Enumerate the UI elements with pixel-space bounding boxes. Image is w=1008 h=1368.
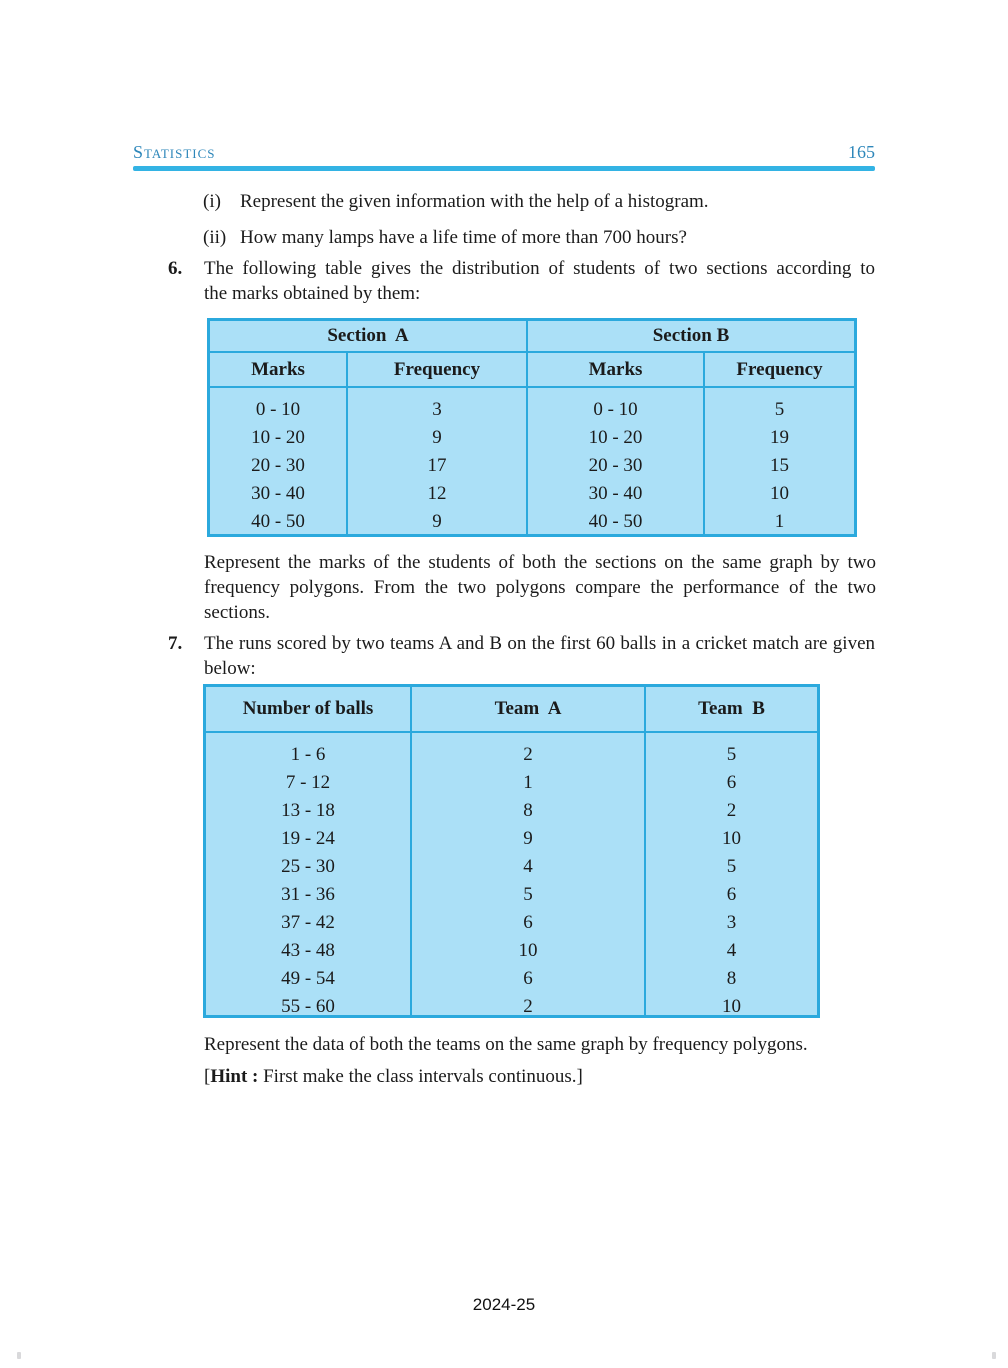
question-7-text — [204, 631, 875, 681]
crop-mark-left — [17, 1352, 21, 1359]
question-7-line2: below: — [204, 658, 256, 679]
table1-section-a-header: Section A — [210, 321, 528, 353]
question-6-line2: the marks obtained by them: — [204, 283, 421, 304]
table-cell: 43 - 48 — [281, 940, 335, 961]
table-cell: 10 — [722, 996, 741, 1017]
table-cell: 0 - 10 — [255, 399, 301, 420]
table1-frequency-a-column — [348, 388, 528, 534]
table-cell: 6 — [523, 912, 533, 933]
table1-col-header-frequency-b: Frequency — [705, 353, 854, 388]
table-cell: 37 - 42 — [281, 912, 335, 933]
table-cell: 49 - 54 — [281, 968, 335, 989]
table-cell: 10 — [722, 828, 741, 849]
table-cell: 3 — [726, 912, 737, 933]
table1-col-header-marks-a: Marks — [210, 353, 348, 388]
question-6-followup — [204, 550, 876, 625]
item-i-label: (i) — [203, 191, 221, 212]
table2-team-a-column — [412, 733, 646, 1015]
question-6-line1: The following table gives the distribution of students of two sections according to — [204, 258, 875, 279]
table-cell: 17 — [427, 455, 447, 476]
question-7-line1: The runs scored by two teams A and B on the first 60 balls in a cricket match are given — [204, 633, 875, 654]
table-cell: 9 — [523, 828, 533, 849]
table-cell: 31 - 36 — [281, 884, 335, 905]
table-cell: 1 — [774, 511, 785, 532]
table-cell: 55 - 60 — [281, 996, 335, 1017]
table-cell: 2 — [523, 744, 533, 765]
item-i-text: Represent the given information with the help of a histogram. — [240, 191, 709, 212]
table-cell: 30 - 40 — [251, 483, 305, 504]
table-cell: 5 — [774, 399, 785, 420]
edition-footer: 2024-25 — [472, 1295, 536, 1314]
question-6-number: 6. — [168, 258, 183, 279]
followup-line2: frequency polygons. From the two polygons compare the performance of the two — [204, 577, 876, 598]
question-7-number: 7. — [168, 633, 183, 654]
table1-col-header-frequency-a: Frequency — [348, 353, 528, 388]
table1-section-b-header: Section B — [528, 321, 854, 353]
table-cell: 6 — [726, 772, 737, 793]
table2-col-header-team-a: Team A — [412, 687, 646, 733]
header-rule — [133, 166, 875, 171]
marks-distribution-table — [207, 318, 857, 537]
table-cell: 19 - 24 — [281, 828, 335, 849]
table-cell: 10 — [770, 483, 789, 504]
table-cell: 2 — [726, 800, 737, 821]
table-cell: 9 — [432, 427, 442, 448]
table2-balls-column — [206, 733, 412, 1015]
table-cell: 2 — [523, 996, 533, 1017]
hint-bold-label: Hint : — [210, 1066, 259, 1087]
table-cell: 30 - 40 — [588, 483, 643, 504]
table-cell: 6 — [726, 884, 737, 905]
list-item-i — [203, 189, 875, 214]
table1-frequency-b-column — [705, 388, 854, 534]
table1-marks-b-column — [528, 388, 705, 534]
followup-line1: Represent the marks of the students of both the sections on the same graph by two — [204, 552, 876, 573]
list-item-ii — [203, 225, 875, 250]
crop-mark-right — [992, 1352, 996, 1359]
table-cell: 4 — [726, 940, 737, 961]
table-cell: 15 — [770, 455, 789, 476]
page-number: 165 — [848, 142, 875, 162]
table-cell: 25 - 30 — [281, 856, 335, 877]
table2-team-b-column — [646, 733, 817, 1015]
table-cell: 19 — [770, 427, 789, 448]
table-cell: 9 — [432, 511, 442, 532]
question-6 — [168, 256, 875, 306]
table-cell: 3 — [432, 399, 442, 420]
hint-text: First make the class intervals continuous.] — [258, 1066, 583, 1087]
table-cell: 10 — [518, 940, 538, 961]
table-cell: 40 - 50 — [588, 511, 643, 532]
table-cell: 0 - 10 — [593, 399, 638, 420]
table-cell: 40 - 50 — [251, 511, 305, 532]
table-cell: 10 - 20 — [251, 427, 305, 448]
followup-line3: sections. — [204, 602, 270, 623]
question-7 — [168, 631, 875, 681]
table-cell: 20 - 30 — [251, 455, 305, 476]
cricket-runs-table — [203, 684, 820, 1018]
table-cell: 8 — [523, 800, 533, 821]
hint-open-bracket: [ — [204, 1066, 211, 1087]
table-cell: 5 — [726, 744, 737, 765]
table2-col-header-team-b: Team B — [646, 687, 817, 733]
page-title: Statistics — [133, 142, 216, 162]
table-cell: 1 - 6 — [290, 744, 326, 765]
table-cell: 12 — [427, 483, 447, 504]
table-cell: 6 — [523, 968, 533, 989]
table-cell: 20 - 30 — [588, 455, 643, 476]
table-cell: 5 — [726, 856, 737, 877]
table-cell: 8 — [726, 968, 737, 989]
question-7-followup: Represent the data of both the teams on the same graph by frequency polygons. — [204, 1034, 808, 1055]
table-cell: 13 - 18 — [281, 800, 335, 821]
item-ii-label: (ii) — [203, 227, 227, 248]
table-cell: 1 — [523, 772, 533, 793]
table-cell: 10 - 20 — [588, 427, 643, 448]
hint-line — [204, 1064, 876, 1089]
item-ii-text: How many lamps have a life time of more than 700 hours? — [240, 227, 687, 248]
table-cell: 5 — [523, 884, 533, 905]
table-cell: 7 - 12 — [285, 772, 331, 793]
question-6-text — [204, 256, 875, 306]
table2-col-header-balls: Number of balls — [206, 687, 412, 733]
table1-col-header-marks-b: Marks — [528, 353, 705, 388]
table1-marks-a-column — [210, 388, 348, 534]
table-cell: 4 — [523, 856, 533, 877]
